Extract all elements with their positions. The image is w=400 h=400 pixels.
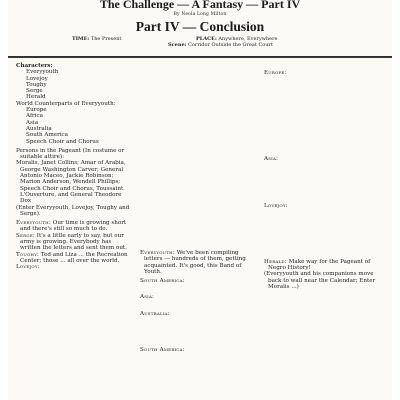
scene-info: [8, 36, 392, 49]
column-1: [16, 60, 132, 271]
character-name: Everyyouth: [26, 69, 59, 76]
pageant-list: Moralis, Janet Collins; Amar of Arabia, George Washington Carver; General Antonio Maceo, Jackie Robinson; Marion Anderson, Wendell Phillips; Speech Choir and Chorus, Toussaint L'Ouverture, and General Theodore Dox: [16, 160, 126, 205]
entering-note: (Enter Everyyouth, Lovejoy, Toughy and Serge).: [16, 204, 130, 217]
speech-everyyouth-2: Everyyouth: We've been compiling letters — hundreds of them, getting acquainted. It's good, this Band of Youth.: [140, 250, 246, 275]
pageant-note: Persons in the Pageant (In costume or suitable attire):: [16, 147, 125, 161]
speech-everyyouth: Everyyouth: Our time is growing short and there's still so much to do.: [16, 220, 127, 233]
column-3: [264, 60, 380, 290]
scene-info-line: Scene: Corridor Outside the Great Court: [168, 42, 273, 48]
speech-lovejoy: Lovejoy:: [16, 264, 40, 271]
speech-asia-3: Asia:: [264, 156, 279, 163]
speech-toughy: Toughy: Ted and Liza ... the Recreation Center; those ... all over the world.: [16, 251, 128, 264]
column-2: [140, 60, 256, 353]
document-page: [8, 0, 392, 400]
article-title: The Challenge — A Fantasy — Part IV: [99, 0, 301, 11]
character-name: Europe: [26, 107, 47, 114]
speech-lovejoy-3: Lovejoy:: [264, 202, 288, 209]
stage-direction: (Everyyouth and his companions move back to wall near the Calendar; Enter Moralis ...): [264, 271, 376, 291]
speech-europe: Europe:: [264, 70, 287, 76]
world-counterparts-heading: World Counterparts of Everyyouth:: [16, 100, 116, 107]
part-heading: Part IV — Conclusion: [135, 19, 265, 34]
speech-asia: Asia:: [140, 294, 155, 301]
characters-heading: Characters:: [16, 63, 53, 69]
character-name: Asia: [26, 119, 39, 126]
character-name: Toughy: [26, 81, 47, 88]
byline: By Neola Long Milton: [173, 12, 227, 17]
speech-serge: Serge: It's a little early to say, but our army is growing. Everybody has written the letters and sent them out.: [16, 232, 127, 252]
speech-south-america-2: South America:: [140, 347, 185, 354]
speech-herald: Herald: Make way for the Pageant of Negro History!: [264, 258, 371, 272]
header-rule: [8, 56, 392, 58]
speech-australia: Australia:: [140, 310, 170, 317]
character-name: Lovejoy: [26, 75, 48, 82]
character-name: South America: [26, 132, 69, 139]
character-name: Herald: [26, 94, 46, 101]
character-name: Australia: [26, 125, 52, 132]
time-info: TIME: The Present: [72, 36, 122, 42]
character-name: Speech Choir and Chorus: [26, 138, 99, 145]
characters-group-a: [16, 69, 132, 100]
characters-group-b: [16, 107, 132, 145]
place-info: PLACE: Anywhere, Everywhere: [196, 36, 278, 42]
character-name: Africa: [26, 113, 43, 120]
character-name: Serge: [26, 88, 43, 95]
speech-south-america: South America:: [140, 278, 185, 285]
